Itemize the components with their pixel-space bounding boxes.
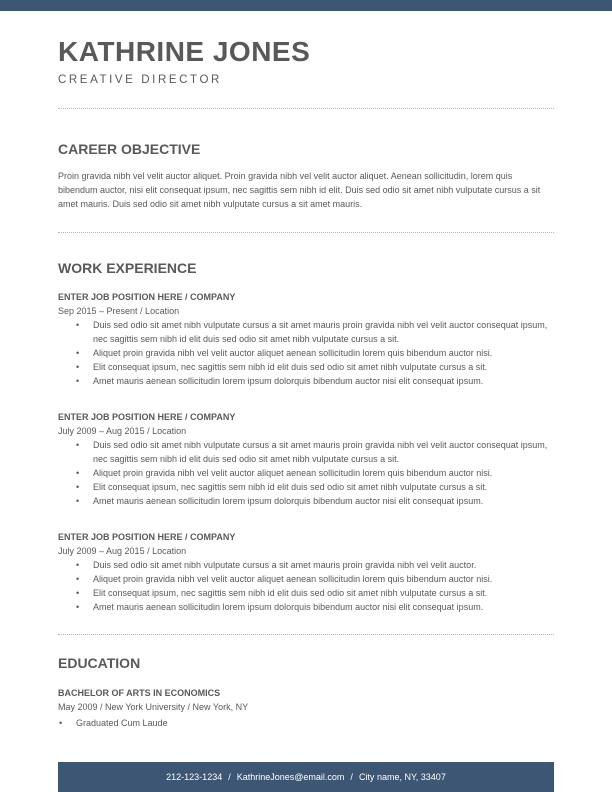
job-dates: July 2009 – Aug 2015 / Location xyxy=(58,426,187,436)
education-details: May 2009 / New York University / New York, NY xyxy=(58,702,249,712)
list-item: • Aliquet proin gravida nibh vel velit auctor aliquet aenean sollicitudin lorem quis bibendum auctor nisi. xyxy=(75,346,554,360)
job-position: ENTER JOB POSITION HERE / COMPANY xyxy=(58,532,236,542)
job-position: ENTER JOB POSITION HERE / COMPANY xyxy=(58,412,236,422)
objective-text: Proin gravida nibh vel velit auctor aliquet. Proin gravida nibh vel velit auctor aliquet. Aenean sollicitudin, lorem quis bibendum auctor, nisi elit consequat ipsum, nec sagittis sem nibh id elit. Duis sed odio sit amet nibh vulputate cursus a sit amet mauris. Duis sed odio sit amet nibh vulputate cursus a sit amet mauris. xyxy=(58,171,541,209)
job-position: ENTER JOB POSITION HERE / COMPANY xyxy=(58,292,236,302)
degree-title: BACHELOR OF ARTS IN ECONOMICS xyxy=(58,688,221,698)
list-item: • Amet mauris aenean sollicitudin lorem ipsum dolorquis bibendum auctor nisi elit consequat ipsum. xyxy=(75,374,554,388)
list-item: • Duis sed odio sit amet nibh vulputate cursus a sit amet mauris proin gravida nibh vel velit auctor consequat ipsum, nec sagittis sem nibh id elit duis sed odio sit amet nibh vulputate cursus a sit. xyxy=(75,318,554,346)
location-text: City name, NY, 33407 xyxy=(358,772,446,782)
contact-footer xyxy=(58,762,554,792)
separator: / xyxy=(350,772,353,782)
list-item: • Amet mauris aenean sollicitudin lorem ipsum dolorquis bibendum auctor nisi elit consequat ipsum. xyxy=(75,494,554,508)
list-item: • Graduated Cum Laude xyxy=(58,716,554,730)
list-item: • Amet mauris aenean sollicitudin lorem ipsum dolorquis bibendum auctor nisi elit consequat ipsum. xyxy=(75,600,554,614)
job-dates: Sep 2015 – Present / Location xyxy=(58,306,180,316)
education-bullets xyxy=(58,716,554,730)
objective-heading: CAREER OBJECTIVE xyxy=(58,141,201,157)
job-entry xyxy=(58,410,554,508)
experience-heading: WORK EXPERIENCE xyxy=(58,260,197,276)
job-entry xyxy=(58,530,554,614)
list-item: • Elit consequat ipsum, nec sagittis sem nibh id elit duis sed odio sit amet nibh vulputate cursus a sit. xyxy=(75,586,554,600)
job-entry xyxy=(58,290,554,388)
job-bullets xyxy=(75,318,554,388)
job-bullets xyxy=(75,558,554,614)
education-heading: EDUCATION xyxy=(58,655,141,671)
top-accent-bar xyxy=(0,0,612,11)
list-item: • Duis sed odio sit amet nibh vulputate cursus a sit amet mauris proin gravida nibh vel velit auctor consequat ipsum, nec sagittis sem nibh id elit duis sed odio sit amet nibh vulputate cursus a sit. xyxy=(75,438,554,466)
candidate-name: KATHRINE JONES xyxy=(58,36,311,67)
separator: / xyxy=(228,772,231,782)
job-dates: July 2009 – Aug 2015 / Location xyxy=(58,546,187,556)
list-item: • Elit consequat ipsum, nec sagittis sem nibh id elit duis sed odio sit amet nibh vulputate cursus a sit. xyxy=(75,360,554,374)
candidate-title: CREATIVE DIRECTOR xyxy=(58,74,222,86)
list-item: • Aliquet proin gravida nibh vel velit auctor aliquet aenean sollicitudin lorem quis bibendum auctor nisi. xyxy=(75,466,554,480)
job-bullets xyxy=(75,438,554,508)
list-item: • Elit consequat ipsum, nec sagittis sem nibh id elit duis sed odio sit amet nibh vulputate cursus a sit. xyxy=(75,480,554,494)
divider xyxy=(58,232,554,233)
divider xyxy=(58,108,554,109)
phone-number[interactable]: 212-123-1234 xyxy=(166,772,223,782)
education-entry xyxy=(58,686,554,730)
divider xyxy=(58,634,554,635)
list-item: • Duis sed odio sit amet nibh vulputate cursus a sit amet mauris proin gravida nibh vel velit auctor. xyxy=(75,558,554,572)
list-item: • Aliquet proin gravida nibh vel velit auctor aliquet aenean sollicitudin lorem quis bibendum auctor nisi. xyxy=(75,572,554,586)
email-link[interactable]: KathrineJones@email.com xyxy=(236,772,345,782)
